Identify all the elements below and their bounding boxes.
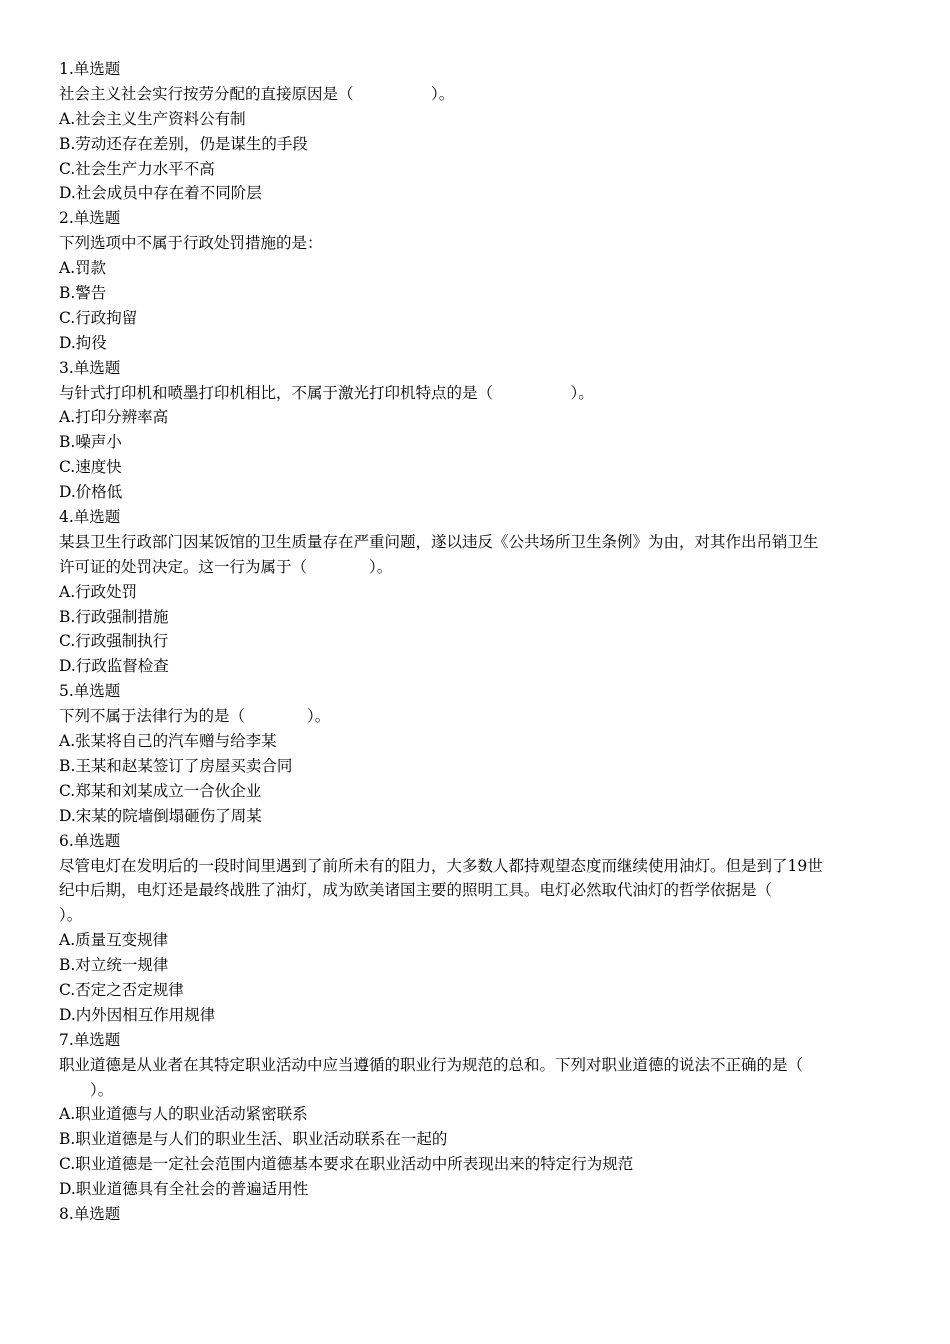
question-header: 1.单选题 [59, 60, 121, 78]
option-d: D.内外因相互作用规律 [59, 1005, 216, 1024]
question-block [59, 57, 891, 206]
question-stem-line-2: 许可证的处罚决定。这一行为属于（ ）。 [59, 557, 393, 576]
option-c: C.行政拘留 [59, 308, 138, 327]
option-a: A.打印分辨率高 [59, 408, 169, 427]
option-c: C.速度快 [59, 458, 122, 477]
question-header: 5.单选题 [59, 682, 121, 701]
option-a: A.社会主义生产资料公有制 [59, 109, 246, 128]
question-block [59, 679, 891, 828]
option-b: B.王某和赵某签订了房屋买卖合同 [59, 756, 293, 775]
question-header: 6.单选题 [59, 831, 121, 850]
option-d: D.职业道德具有全社会的普遍适用性 [59, 1180, 309, 1199]
question-header: 4.单选题 [59, 508, 121, 527]
option-c: C.社会生产力水平不高 [59, 159, 215, 178]
option-c: C.郑某和刘某成立一合伙企业 [59, 781, 262, 800]
question-stem: 社会主义社会实行按劳分配的直接原因是（ ）。 [59, 84, 455, 103]
question-header: 2.单选题 [59, 209, 121, 228]
option-b: B.行政强制措施 [59, 607, 169, 626]
question-block [59, 829, 891, 1028]
question-header: 3.单选题 [59, 358, 121, 377]
question-stem: 下列不属于法律行为的是（ ）。 [59, 707, 331, 726]
option-b: B.噪声小 [59, 433, 122, 452]
question-stem-line-3: ）。 [59, 906, 83, 925]
option-a: A.质量互变规律 [59, 931, 169, 950]
question-header: 7.单选题 [59, 1030, 121, 1049]
option-d: D.价格低 [59, 483, 123, 502]
question-block [59, 505, 891, 679]
option-a: A.罚款 [59, 259, 107, 278]
option-a: A.张某将自己的汽车赠与给李某 [59, 732, 277, 751]
question-stem: 与针式打印机和喷墨打印机相比，不属于激光打印机特点的是（ ）。 [59, 383, 594, 402]
option-d: D.宋某的院墙倒塌砸伤了周某 [59, 806, 262, 825]
option-b: B.对立统一规律 [59, 956, 169, 975]
question-stem-line-2: ）。 [59, 1080, 114, 1099]
option-c: C.职业道德是一定社会范围内道德基本要求在职业活动中所表现出来的特定行为规范 [59, 1155, 634, 1174]
question-header: 8.单选题 [59, 1204, 121, 1223]
question-stem-line-2: 纪中后期，电灯还是最终战胜了油灯，成为欧美诸国主要的照明工具。电灯必然取代油灯的哲学依据是（ [59, 881, 773, 900]
option-b: B.警告 [59, 284, 107, 303]
question-block [59, 1202, 891, 1227]
option-a: A.职业道德与人的职业活动紧密联系 [59, 1105, 308, 1124]
question-block [59, 356, 891, 505]
question-stem: 下列选项中不属于行政处罚措施的是： [59, 234, 323, 253]
exam-document [59, 57, 891, 1227]
question-block [59, 206, 891, 355]
option-c: C.行政强制执行 [59, 632, 169, 651]
question-stem-line-1: 尽管电灯在发明后的一段时间里遇到了前所未有的阻力，大多数人都持观望态度而继续使用油灯。但是到了19世 [59, 856, 823, 875]
option-b: B.职业道德是与人们的职业生活、职业活动联系在一起的 [59, 1130, 448, 1149]
question-block [59, 1028, 891, 1202]
option-a: A.行政处罚 [59, 582, 138, 601]
option-d: D.社会成员中存在着不同阶层 [59, 184, 262, 203]
option-b: B.劳动还存在差别，仍是谋生的手段 [59, 134, 308, 153]
question-stem-line-1: 某县卫生行政部门因某饭馆的卫生质量存在严重问题，遂以违反《公共场所卫生条例》为由，对其作出吊销卫生 [59, 532, 819, 551]
option-d: D.拘役 [59, 333, 107, 352]
option-c: C.否定之否定规律 [59, 980, 184, 999]
question-stem-line-1: 职业道德是从业者在其特定职业活动中应当遵循的职业行为规范的总和。下列对职业道德的说法不正确的是（ [59, 1055, 804, 1074]
option-d: D.行政监督检查 [59, 657, 169, 676]
